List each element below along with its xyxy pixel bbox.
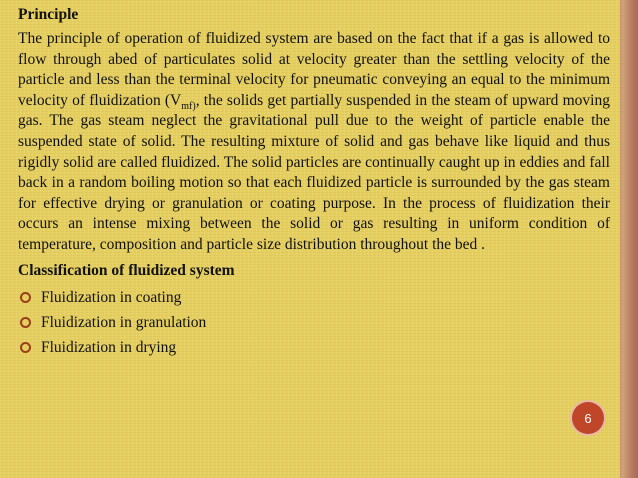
- ring-bullet-icon: [20, 342, 31, 353]
- list-item: [18, 335, 610, 360]
- classification-heading: Classification of fluidized system: [18, 261, 235, 279]
- velocity-subscript: mf): [181, 100, 196, 112]
- list-item: [18, 285, 610, 310]
- ring-bullet-icon: [20, 317, 31, 328]
- list-item-label: Fluidization in coating: [41, 288, 182, 306]
- list-item-label: Fluidization in granulation: [41, 313, 207, 331]
- page-number-badge: 6: [572, 402, 604, 434]
- decorative-strip: [622, 0, 638, 478]
- paragraph-text-end: , the solids get partially suspended in the steam of upward moving gas. The gas steam neglect the gravitational pull due to the weight of particle enable the suspended state of solid. The resulting mixture of solid and gas behave like liquid and thus rigidly solid are called fluidized. The solid particles are continually caught up in eddies and fall back in a random boiling motion so that each fluidized particle is surrounded by the gas steam for effective drying or granulation or coating purpose. In the process of fluidization their occurs an intense mixing between the solid or gas resulting in uniform condition of temperature, composition and particle size distribution throughout the bed .: [18, 91, 610, 253]
- paragraph-text-start: The principle of operation of fluidized system are based on the fact that if a gas is allowed to flow through abed of particulates solid at velocity greater than the settling velocity of the particle and less than the terminal velocity for pneumatic conveying an equal to the minimum velocity of fluidization (V: [18, 30, 610, 109]
- list-item: [18, 310, 610, 335]
- slide-content: [18, 5, 610, 360]
- list-item-label: Fluidization in drying: [41, 338, 177, 356]
- ring-bullet-icon: [20, 292, 31, 303]
- classification-list: [18, 285, 610, 360]
- principle-heading: Principle: [18, 6, 79, 23]
- principle-paragraph: [18, 29, 610, 256]
